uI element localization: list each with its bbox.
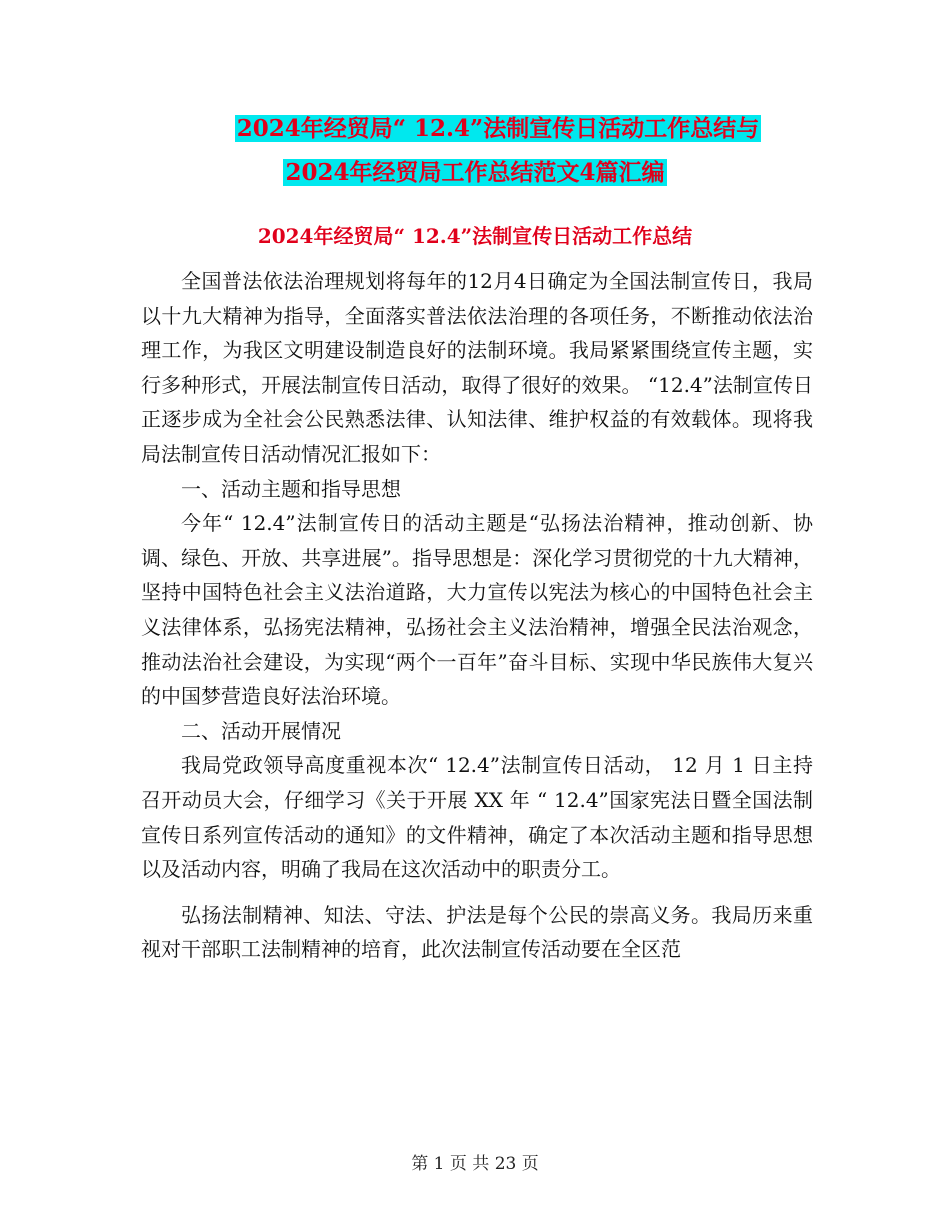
document-title-line-1 — [0, 111, 950, 147]
paragraph-activity: 我局党政领导高度重视本次“ 12.4”法制宣传日活动， 12 月 1 日主持召开动员大会，仔细学习《关于开展 XX 年 “ 12.4”国家宪法日暨全国法制宣传日系列宣传活动的通知》的文件精神，确定了本次活动主题和指导思想以及活动内容，明确了我局在这次活动中的职责分工。 — [141, 753, 813, 882]
paragraph-legal-spirit: 弘扬法制精神、知法、守法、护法是每个公民的崇高义务。我局历来重视对干部职工法制精神的培育，此次法制宣传活动要在全区范 — [141, 902, 813, 962]
section-title: 2024年经贸局“ 12.4”法制宣传日活动工作总结 — [257, 224, 693, 248]
title-highlight-2: 2024年经贸局工作总结范文4篇汇编 — [285, 159, 665, 186]
paragraph-theme: 今年“ 12.4”法制宣传日的活动主题是“弘扬法治精神，推动创新、协调、绿色、开放、共享进展”。指导思想是：深化学习贯彻党的十九大精神，坚持中国特色社会主义法治道路，大力宣传以宪法为核心的中国特色社会主义法律体系，弘扬宪法精神，弘扬社会主义法治精神，增强全民法治观念，推动法治社会建设，为实现“两个一百年”奋斗目标、实现中华民族伟大复兴的中国梦营造良好法治环境。 — [141, 511, 813, 709]
page-footer: 第 1 页 共 23 页 — [411, 1154, 539, 1174]
heading-theme-and-guidance: 一、活动主题和指导思想 — [181, 476, 401, 501]
document-title-line-2 — [0, 155, 950, 191]
title-highlight-1: 2024年经贸局“ 12.4”法制宣传日活动工作总结与 — [236, 115, 760, 142]
heading-activity-status: 二、活动开展情况 — [181, 718, 341, 743]
document-body — [141, 264, 813, 967]
paragraph-intro: 全国普法依法治理规划将每年的12月4日确定为全国法制宣传日，我局以十九大精神为指导，全面落实普法依法治理的各项任务，不断推动依法治理工作，为我区文明建设制造良好的法制环境。我局紧紧围绕宣传主题，实行多种形式，开展法制宣传日活动，取得了很好的效果。 “12.4”法制宣传日正逐步成为全社会公民熟悉法律、认知法律、维护权益的有效载体。现将我局法制宣传日活动情况汇报如下： — [141, 269, 813, 466]
